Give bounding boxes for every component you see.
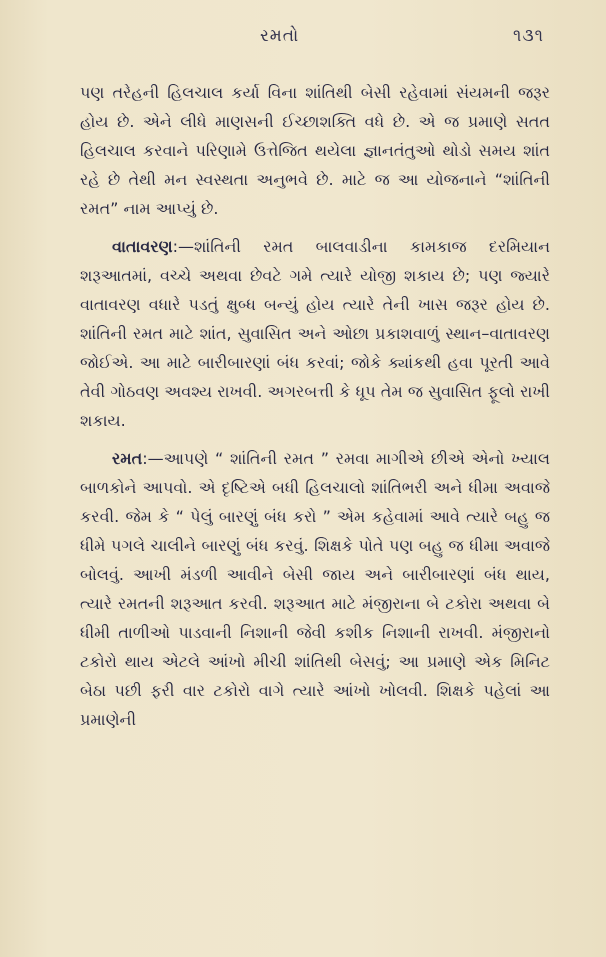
body-text	[80, 78, 550, 938]
paragraph-text: :—આપણે “ શાંતિની રમત ” રમવા માગીએ છીએ એનો ખ્યાલ બાળકોને આપવો. એ દૃષ્ટિએ બધી હિલચાલો શાંતિભરી અને ધીમા અવાજે કરવી. જેમ કે “ પેલું બારણું બંધ કરો ” એમ કહેવામાં આવે ત્યારે બહુ જ ધીમે પગલે ચાલીને બારણું બંધ કરવું. શિક્ષકે પોતે પણ બહુ જ ધીમા અવાજે બોલવું. આખી મંડળી આવીને બેસી જાય અને બારીબારણાં બંધ થાય, ત્યારે રમતની શરૂઆત કરવી. શરૂઆત માટે મંજીરાના બે ટકોરા અથવા બે ધીમી તાળીઓ પાડવાની નિશાની જેવી કશીક નિશાની રાખવી. મંજીરાનો ટકોરો થાય એટલે આંખો મીચી શાંતિથી બેસવું; આ પ્રમાણે એક મિનિટ બેઠા પછી ફરી વાર ટકોરો વાગે ત્યારે આંખો ખોલવી. શિક્ષકે પહેલાં આ પ્રમાણેની	[80, 449, 550, 729]
paragraph-environment	[80, 232, 550, 435]
paragraph-game	[80, 444, 550, 734]
running-head-title: રમતો	[260, 26, 300, 46]
page-number: ૧૩૧	[513, 26, 544, 46]
paragraph-continuation	[80, 78, 550, 223]
paragraph-text: પણ તરેહની હિલચાલ કર્યા વિના શાંતિથી બેસી રહેવામાં સંયમની જરૂર હોય છે. એને લીધે માણસની ઈચ્છાશક્તિ વધે છે. એ જ પ્રમાણે સતત હિલચાલ કરવાને પરિણામે ઉત્તેજિત થયેલા જ્ઞાનતંતુઓ થોડો સમય શાંત રહે છે તેથી મન સ્વસ્થતા અનુભવે છે. માટે જ આ યોજનાને “શાંતિની રમત” નામ આપ્યું છે.	[80, 83, 550, 218]
paragraph-text: :—શાંતિની રમત બાલવાડીના કામકાજ દરમિયાન શરૂઆતમાં, વચ્ચે અથવા છેવટે ગમે ત્યારે યોજી શકાય છે; પણ જ્યારે વાતાવરણ વધારે પડતું ક્ષુબ્ધ બન્યું હોય ત્યારે તેની ખાસ જરૂર હોય છે. શાંતિની રમત માટે શાંત, સુવાસિત અને ઓછા પ્રકાશવાળું સ્થાન–વાતાવરણ જોઈએ. આ માટે બારીબારણાં બંધ કરવાં; જોકે ક્યાંકથી હવા પૂરતી આવે તેવી ગોઠવણ અવશ્ય રાખવી. અગરબત્તી કે ધૂપ તેમ જ સુવાસિત ફૂલો રાખી શકાય.	[80, 237, 550, 430]
paragraph-heading: રમત	[112, 449, 143, 468]
paragraph-heading: વાતાવરણ	[112, 237, 173, 256]
running-head	[0, 26, 606, 56]
